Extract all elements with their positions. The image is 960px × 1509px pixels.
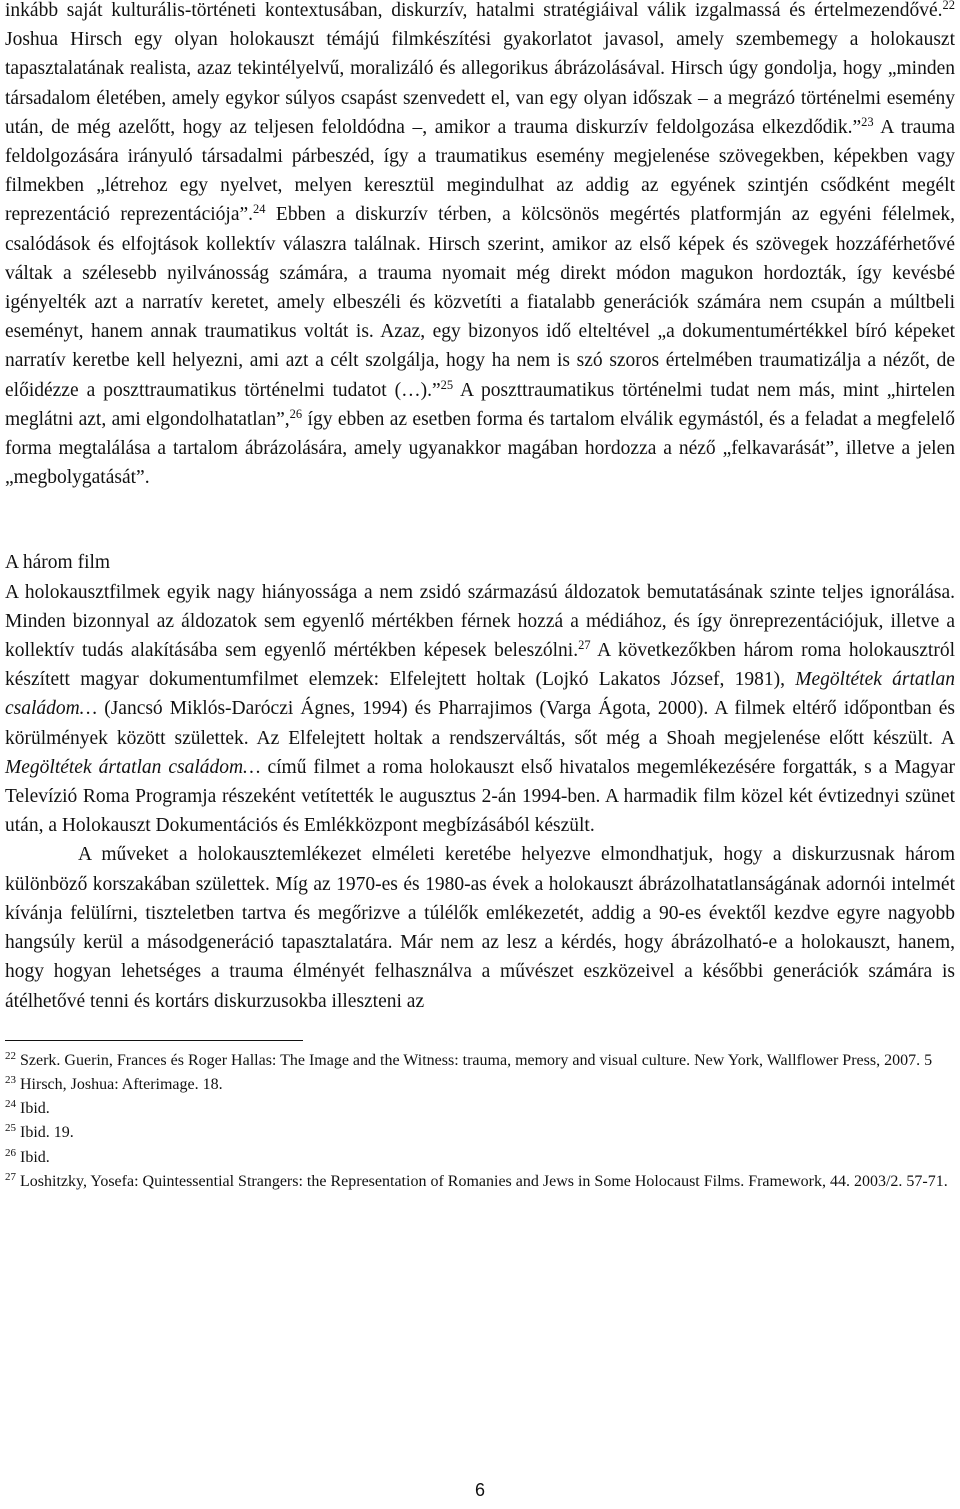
footnote-text: Hirsch, Joshua: Afterimage. 18.	[20, 1075, 223, 1093]
footnote-ref-22[interactable]: 22	[942, 0, 955, 12]
footnotes	[5, 1049, 955, 1194]
footnote-number: 26	[5, 1146, 16, 1159]
footnote	[5, 1146, 955, 1170]
footnote	[5, 1121, 955, 1145]
document-page	[5, 0, 955, 1509]
page-number: 6	[474, 1480, 485, 1500]
footnote-text: Ibid.	[20, 1148, 50, 1166]
text-run: A trauma feldolgozására irányuló társadalmi párbeszéd, így a traumatikus esemény megjelenése szövegekben, képekben vagy filmekben „létrehoz egy nyelvet, melyen keresztül megindulhat az addig az egyének szintjén csődként megélt reprezentáció reprezentációja”.	[5, 116, 955, 226]
text-run: inkább saját kulturális-történeti kontextusában, diskurzív, hatalmi stratégiáival válik izgalmassá és értelmezendővé.	[5, 0, 943, 21]
footnote-text: Ibid.	[20, 1100, 50, 1118]
footnote-number: 24	[5, 1098, 16, 1111]
text-run: A holokausztfilmek egyik nagy hiányossága a nem zsidó származású áldozatok bemutatásának szinte teljes ignorálása. Minden bizonnyal az áldozatok sem egyenlő mértékben férnek hozzá a médiához, és így önreprezentációjuk, illetve a kollektív tudás alakításába sem egyenlő mértékben képesek beleszólni.	[5, 581, 955, 662]
footnote-number: 27	[5, 1170, 16, 1183]
footnote-ref-24[interactable]: 24	[253, 202, 266, 217]
footnote	[5, 1049, 955, 1073]
footnote-text: Szerk. Guerin, Frances és Roger Hallas: The Image and the Witness: trauma, memory and visual culture. New York, Wallflower Press, 2007. 5	[20, 1051, 933, 1069]
text-run: (Jancsó Miklós-Daróczi Ágnes, 1994) és Pharrajimos (Varga Ágota, 2000). A filmek eltérő időpontban és körülmények között születtek. Az Elfelejtett holtak a rendszerváltás, sőt még a Shoah megjelenése előtt készült. A	[5, 698, 955, 749]
footnote-ref-27[interactable]: 27	[578, 638, 591, 653]
text-run: így ebben az esetben forma és tartalom elválik egymástól, és a feladat a megfelelő forma megtalálása a tartalom ábrázolására, amely ugyanakkor magában hordozza a néző „felkavarását”, illetve a jelen „megbolygatását”.	[5, 408, 955, 489]
text-run: Ebben a diskurzív térben, a kölcsönös megértés platformján az egyéni félelmek, csalódások és elfojtások kollektív válaszra találnak. Hirsch szerint, amikor az első képek és szövegek hozzáférhetővé váltak a szélesebb nyilvánosság számára, a trauma nyomait még direkt módon magukon hordozták, így kevésbé igényelték azt a narratív keretet, amely elbeszéli és közvetíti a fiatalabb generációk számára nem csupán a múltbeli eseményt, hanem annak traumatikus voltát is. Azaz, egy bizonyos idő elteltével „a dokumentumértékkel bíró képeket narratív keretbe kell helyezni, ami azt a célt szolgálja, hogy ha nem is szó szoros értelmében traumatizálja a nézőt, de előidézze a poszttraumatikus történelmi tudatot (…).”	[5, 204, 955, 401]
film-title: Megöltétek ártatlan családom…	[5, 669, 955, 720]
footnote-number: 22	[5, 1049, 16, 1062]
footnote-separator	[5, 1040, 303, 1041]
text-run: A következőkben három roma holokausztról készített magyar dokumentumfilmet elemzek: Elfelejtett holtak (Lojkó Lakatos József, 1981),	[5, 640, 955, 691]
footnote-ref-26[interactable]: 26	[289, 406, 303, 421]
section-paragraph-2: A műveket a holokausztemlékezet elméleti keretébe helyezve elmondhatjuk, hogy a diskurzusnak három különböző korszakában születtek. Míg az 1970-es és 1980-as évek a holokauszt ábrázolhatatlanságának adornói intelmét kívánja felülírni, tiszteletben tartva és megőrizve a túlélők emlékezetét, addig a 90-es évektől kezdve egyre nagyobb hangsúly kerül a másodgeneráció tapasztalatára. Már nem az lesz a kérdés, hogy ábrázolható-e a holokauszt, hanem, hogy hogyan lehetséges a trauma élményét felhasználva a művészet eszközeivel a későbbi generációk számára is átélhetővé tenni és kortárs diskurzusokba illeszteni az	[5, 844, 955, 1012]
paragraph-continued	[5, 0, 955, 492]
footnote-ref-25[interactable]: 25	[440, 377, 454, 392]
footnote-text: Ibid. 19.	[20, 1124, 74, 1142]
section-title: A három film	[5, 552, 111, 574]
text-run: A poszttraumatikus történelmi tudat nem más, mint „hirtelen meglátni azt, ami elgondolhatatlan”,	[5, 379, 955, 430]
footnote-number: 23	[5, 1073, 16, 1086]
footnote	[5, 1097, 955, 1121]
footnote-text: Loshitzky, Yosefa: Quintessential Strangers: the Representation of Romanies and Jews in Some Holocaust Films. Framework, 44. 2003/2. 57-71.	[20, 1172, 948, 1190]
film-title: Megöltétek ártatlan családom…	[5, 756, 261, 778]
footnote-number: 25	[5, 1122, 16, 1135]
text-run: című filmet a roma holokauszt első hivatalos megemlékezésére forgatták, s a Magyar Televízió Roma Programja részeként vetítették le augusztus 2-án 1994-ben. A harmadik film közel két évtizednyi szünet után, a Holokauszt Dokumentációs és Emlékközpont megbízásából készült.	[5, 756, 956, 837]
body-text	[5, 0, 955, 1016]
footnote-ref-23[interactable]: 23	[861, 114, 874, 129]
text-run: Joshua Hirsch egy olyan holokauszt témájú filmkészítési gyakorlatot javasol, amely szembemegy a holokauszt tapasztalatának realista, azaz tekintélyelvű, moralizáló és allegorikus ábrázolásával. Hirsch úgy gondolja, hogy „minden társadalom életében, amely egykor súlyos csapást szenvedett el, van egy olyan időszak – a megrázó történelmi esemény után, de még azelőtt, hogy az teljesen feloldódna –, amikor a trauma diskurzív feldolgozása elkezdődik.”	[5, 29, 955, 138]
footnote	[5, 1073, 955, 1097]
section-paragraph-1	[5, 578, 955, 841]
footnote	[5, 1170, 955, 1194]
